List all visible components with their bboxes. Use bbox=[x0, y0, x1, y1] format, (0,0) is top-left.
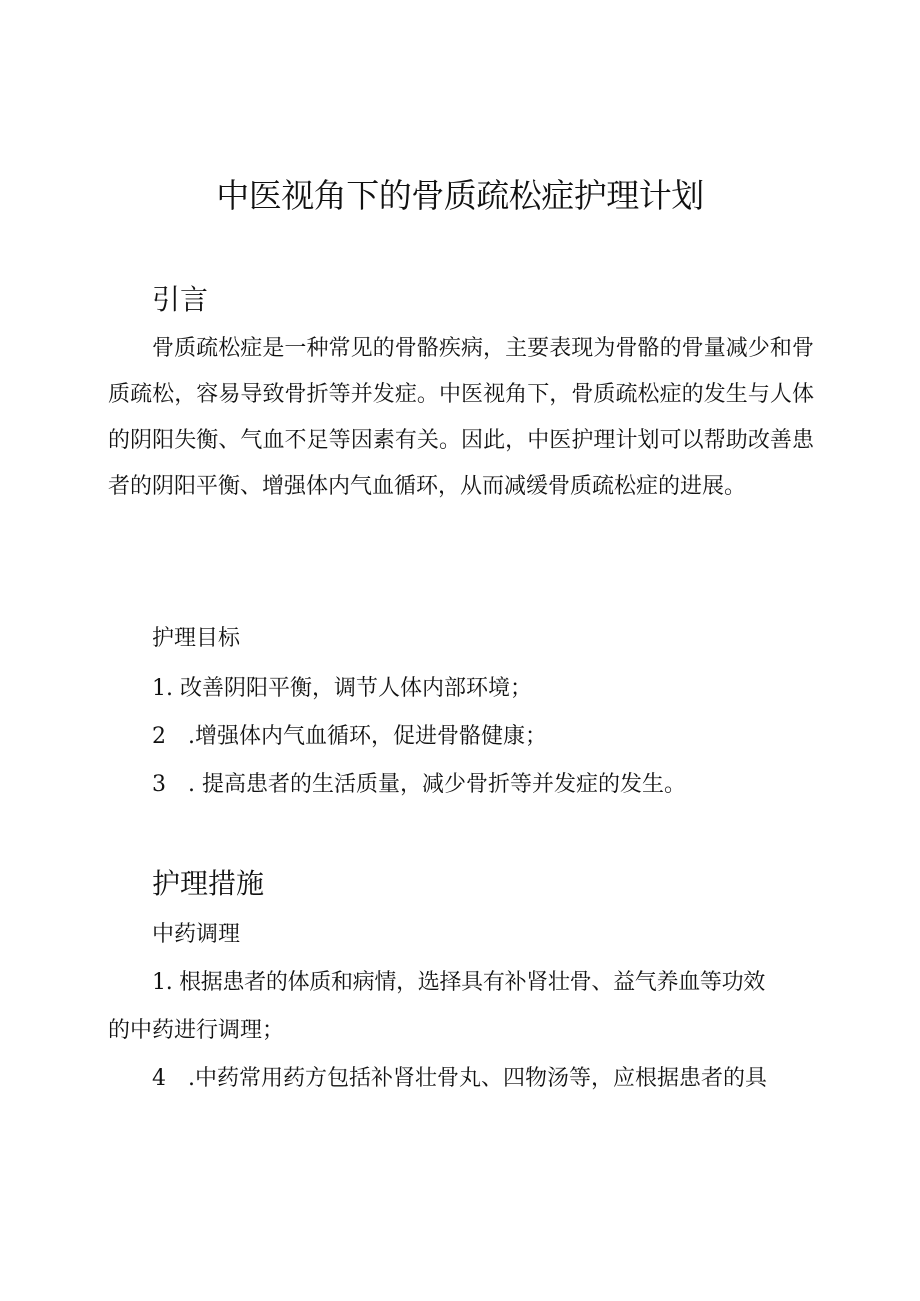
measures-subheading: 中药调理 bbox=[152, 922, 241, 947]
goal-item-3: 3 . 提高患者的生活质量，减少骨折等并发症的发生。 bbox=[152, 772, 686, 797]
goal-item-2: 2 .增强体内气血循环，促进骨骼健康； bbox=[152, 724, 547, 749]
intro-heading: 引言 bbox=[152, 283, 209, 316]
goals-heading: 护理目标 bbox=[152, 626, 241, 651]
goal-item-1: 1. 改善阴阳平衡，调节人体内部环境； bbox=[152, 676, 532, 701]
measures-heading: 护理措施 bbox=[152, 867, 265, 900]
intro-paragraph: 骨质疏松症是一种常见的骨骼疾病，主要表现为骨骼的骨量减少和骨质疏松，容易导致骨折等并发症。中医视角下，骨质疏松症的发生与人体的阴阳失衡、气血不足等因素有关。因此，中医护理计划可以帮助改善患者的阴阳平衡、增强体内气血循环，从而减缓骨质疏松症的进展。 bbox=[108, 336, 814, 499]
measure-item-2: 4 .中药常用药方包括补肾壮骨丸、四物汤等，应根据患者的具 bbox=[152, 1066, 767, 1091]
measure-item-1-line-1: 1. 根据患者的体质和病情，选择具有补肾壮骨、益气养血等功效 bbox=[152, 970, 765, 995]
measure-item-1-line-2: 的中药进行调理； bbox=[108, 1018, 285, 1043]
document-title: 中医视角下的骨质疏松症护理计划 bbox=[216, 176, 704, 215]
